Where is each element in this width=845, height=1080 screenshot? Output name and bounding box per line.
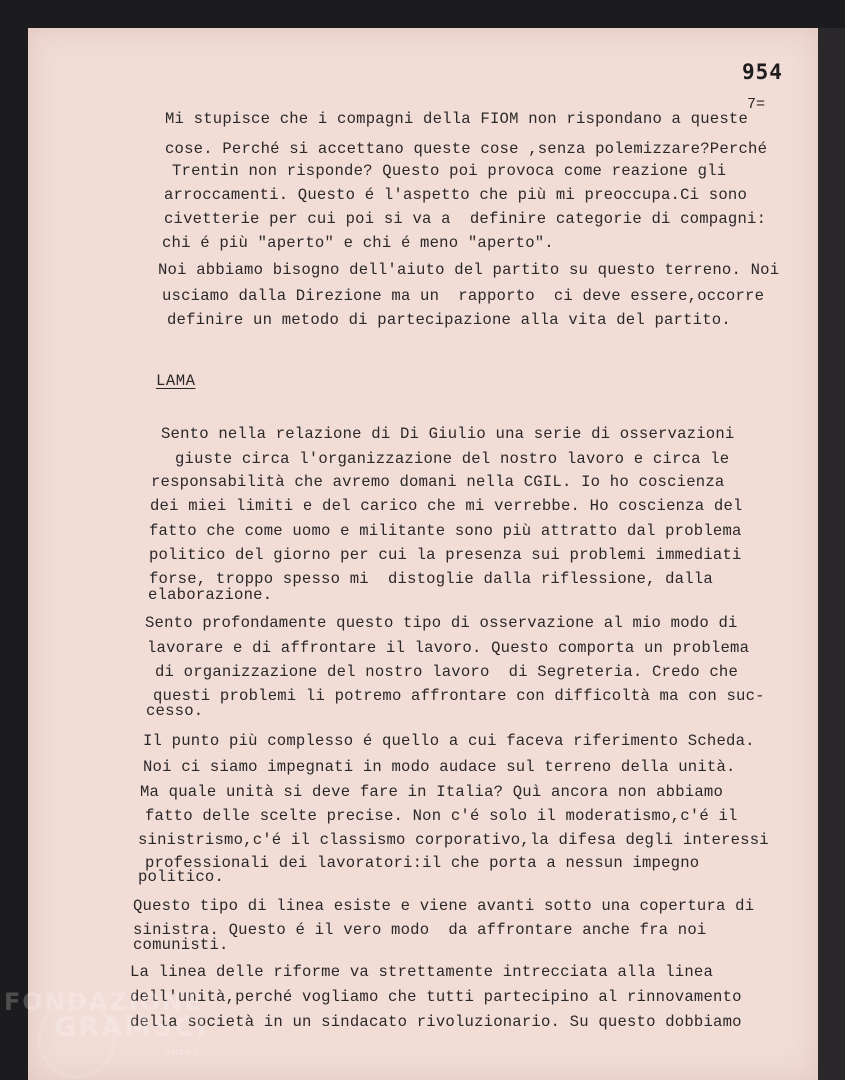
watermark-line: GRAMSCI	[54, 1012, 209, 1043]
text-line: definire un metodo di partecipazione alla vita del partito.	[167, 311, 731, 329]
text-line: Questo tipo di linea esiste e viene avanti sotto una copertura di	[133, 897, 755, 915]
text-line: usciamo dalla Direzione ma un rapporto ci deve essere,occorre	[162, 287, 765, 305]
text-line: Sento profondamente questo tipo di osservazione al mio modo di	[145, 614, 738, 632]
text-line: dell'unità,perché vogliamo che tutti partecipino al rinnovamento	[130, 988, 742, 1006]
text-line: cose. Perché si accettano queste cose ,senza polemizzare?Perché	[165, 140, 768, 158]
text-line: civetterie per cui poi si va a definire categorie di compagni:	[164, 210, 767, 228]
text-line: questi problemi li potremo affrontare con difficoltà ma con suc-	[153, 687, 765, 705]
text-line: della società in un sindacato rivoluzionario. Su questo dobbiamo	[130, 1013, 742, 1031]
text-line: di organizzazione del nostro lavoro di Segreteria. Credo che	[155, 663, 739, 681]
text-line: sinistrismo,c'é il classismo corporativo,la difesa degli interessi	[138, 831, 769, 849]
text-line: Sento nella relazione di Di Giulio una serie di osservazioni	[161, 425, 735, 443]
text-line: Noi abbiamo bisogno dell'aiuto del partito su questo terreno. Noi	[158, 261, 780, 279]
text-line: Trentin non risponde? Questo poi provoca come reazione gli	[172, 162, 727, 180]
text-line: comunisti.	[133, 936, 229, 954]
watermark-line: FONDAZIONE	[4, 988, 203, 1016]
text-line: fatto delle scelte precise. Non c'é solo il moderatismo,c'é il	[145, 807, 738, 825]
text-line: La linea delle riforme va strettamente intrecciata alla linea	[130, 963, 714, 981]
text-line: Noi ci siamo impegnati in modo audace sul terreno della unità.	[143, 758, 736, 776]
text-line: elaborazione.	[148, 586, 273, 604]
text-line: cesso.	[146, 702, 204, 720]
watermark-line: ONLUS	[164, 1048, 200, 1057]
sheet-number: 7=	[747, 96, 766, 113]
text-line: professionali dei lavoratori:il che porta a nessun impegno	[145, 854, 700, 872]
fondazione-gramsci-watermark	[4, 988, 244, 1080]
speaker-heading: LAMA	[156, 372, 196, 390]
text-line: Mi stupisce che i compagni della FIOM non rispondano a queste	[165, 110, 749, 128]
text-line: giuste circa l'organizzazione del nostro lavoro e circa le	[175, 450, 730, 468]
text-line: dei miei limiti e del carico che mi verrebbe. Ho coscienza del	[150, 497, 743, 515]
text-line: politico del giorno per cui la presenza sui problemi immediati	[149, 546, 742, 564]
text-line: chi é più "aperto" e chi é meno "aperto".	[162, 234, 554, 252]
text-line: politico.	[138, 868, 225, 886]
text-line: sinistra. Questo é il vero modo da affrontare anche fra noi	[133, 921, 707, 939]
text-line: forse, troppo spesso mi distoglie dalla riflessione, dalla	[149, 570, 713, 588]
text-line: fatto che come uomo e militante sono più attratto dal problema	[149, 522, 742, 540]
archive-page-number: 954	[742, 60, 783, 84]
binder-edge	[818, 28, 845, 1080]
text-line: Il punto più complesso é quello a cui faceva riferimento Scheda.	[143, 732, 755, 750]
text-line: arroccamenti. Questo é l'aspetto che più mi preoccupa.Ci sono	[164, 186, 748, 204]
text-line: Ma quale unità si deve fare in Italia? Quì ancora non abbiamo	[140, 783, 724, 801]
text-line: responsabilità che avremo domani nella CGIL. Io ho coscienza	[151, 473, 725, 491]
text-line: lavorare e di affrontare il lavoro. Questo comporta un problema	[147, 639, 750, 657]
